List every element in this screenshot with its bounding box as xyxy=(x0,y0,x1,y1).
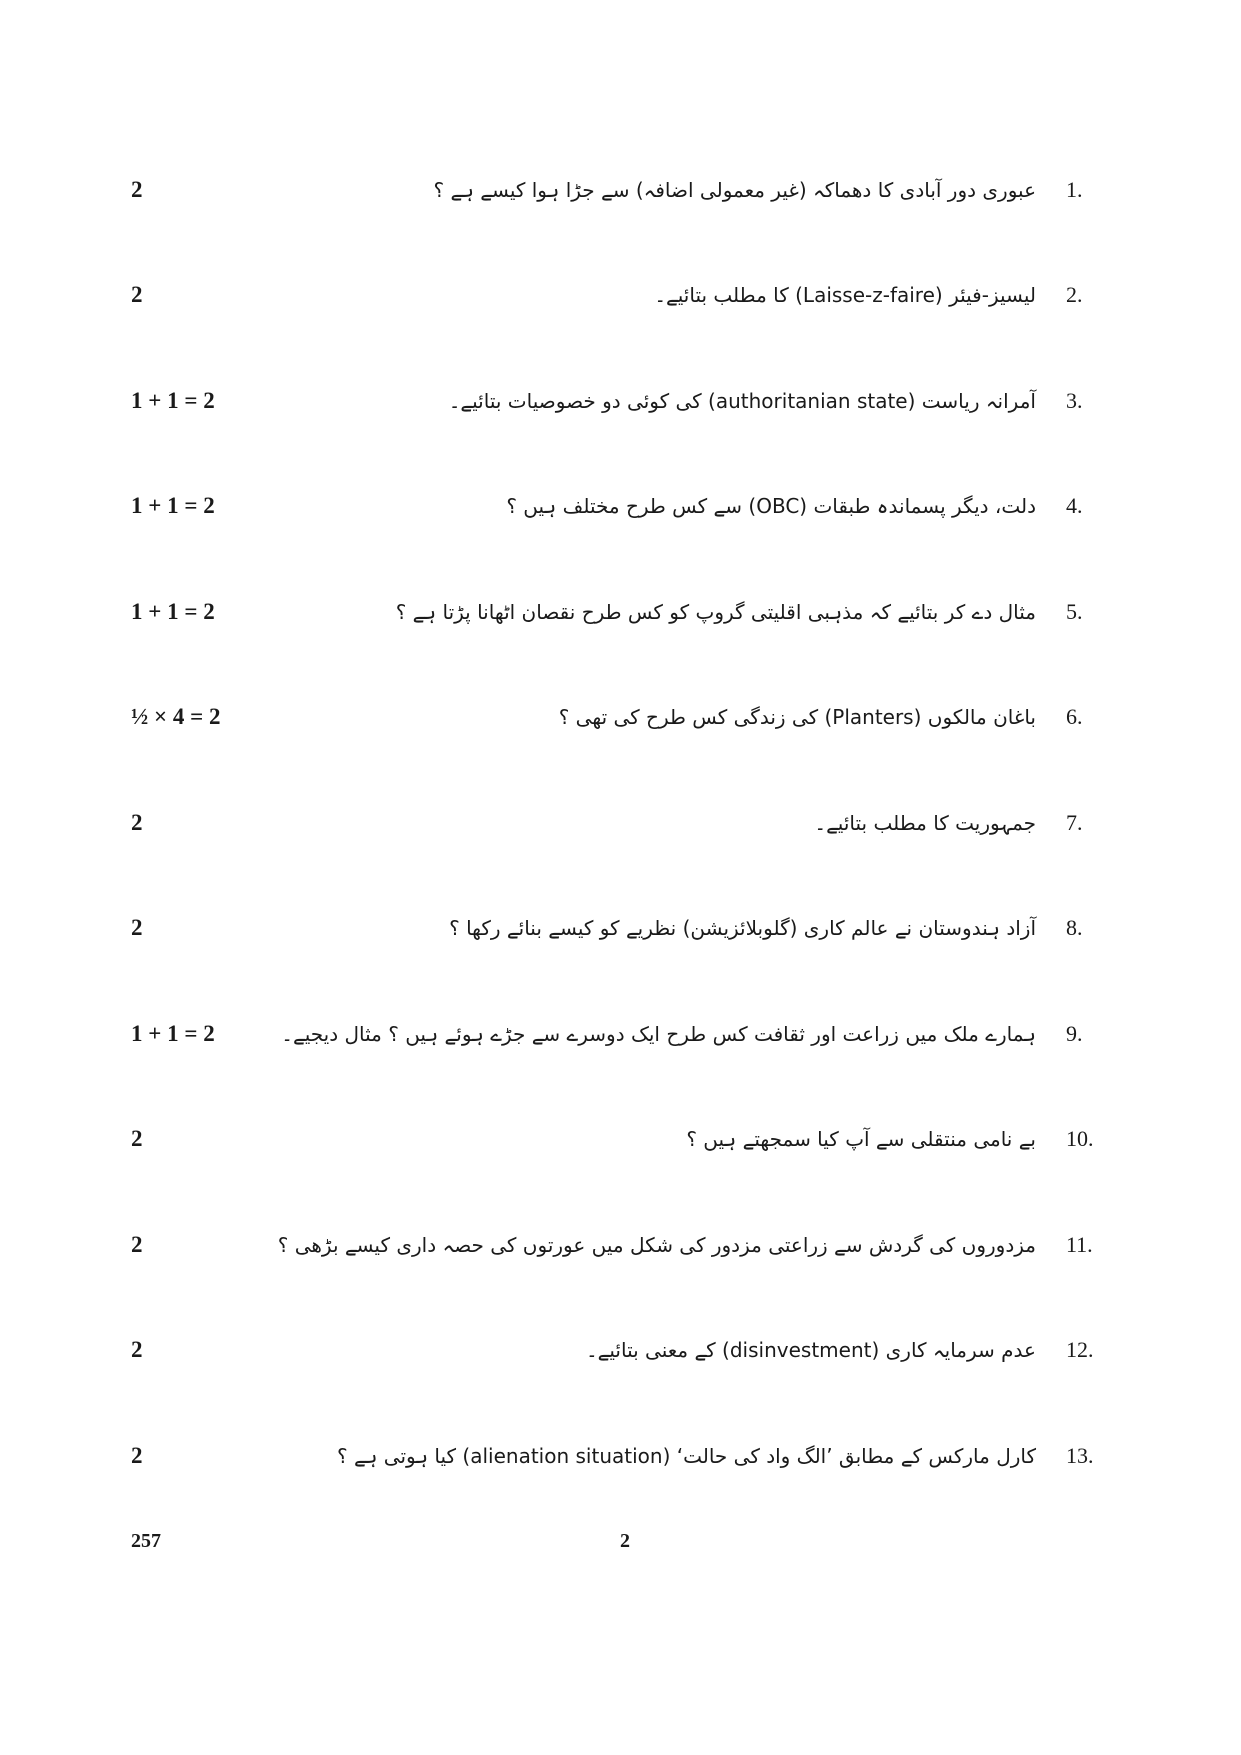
question-text: مزدوروں کی گردش سے زراعتی مزدور کی شکل میں عورتوں کی حصہ داری کیسے بڑھی ؟ xyxy=(277,1233,1036,1257)
question-text: جمہوریت کا مطلب بتائیے۔ xyxy=(814,811,1036,835)
question-number: 8. xyxy=(1066,915,1083,940)
question-number: 11. xyxy=(1066,1232,1093,1257)
question-text: عدم سرمایہ کاری (disinvestment) کے معنی بتائیے۔ xyxy=(585,1338,1036,1362)
question-number: 6. xyxy=(1066,704,1083,729)
question-text: دلت، دیگر پسماندہ طبقات (OBC) سے کس طرح مختلف ہیں ؟ xyxy=(506,494,1036,518)
question-row xyxy=(0,476,1241,536)
question-marks: 2 xyxy=(131,1126,143,1151)
question-number: 13. xyxy=(1066,1443,1094,1468)
question-row xyxy=(0,1004,1241,1064)
question-text: ہمارے ملک میں زراعت اور ثقافت کس طرح ایک دوسرے سے جڑے ہوئے ہیں ؟ مثال دیجیے۔ xyxy=(281,1022,1036,1046)
question-text: لیسیز-فیئر (Laisse-z-faire) کا مطلب بتائیے۔ xyxy=(654,283,1036,307)
question-text: آزاد ہندوستان نے عالم کاری (گلوبلائزیشن) نظریے کو کیسے بنائے رکھا ؟ xyxy=(449,916,1036,940)
question-number: 10. xyxy=(1066,1126,1094,1151)
question-row xyxy=(0,160,1241,220)
question-row xyxy=(0,1215,1241,1275)
question-marks: 2 xyxy=(131,1443,143,1468)
question-marks: 2 xyxy=(131,1232,143,1257)
question-marks: 1 + 1 = 2 xyxy=(131,599,215,624)
question-text: باغان مالکوں (Planters) کی زندگی کس طرح کی تھی ؟ xyxy=(558,705,1036,729)
question-text: مثال دے کر بتائیے کہ مذہبی اقلیتی گروپ کو کس طرح نقصان اٹھانا پڑتا ہے ؟ xyxy=(395,600,1036,624)
question-number: 7. xyxy=(1066,810,1083,835)
question-row xyxy=(0,265,1241,325)
question-row xyxy=(0,371,1241,431)
question-row xyxy=(0,687,1241,747)
question-number: 9. xyxy=(1066,1021,1083,1046)
question-marks: ½ × 4 = 2 xyxy=(131,704,221,729)
question-row xyxy=(0,1109,1241,1169)
question-text: کارل مارکس کے مطابق ’الگ واد کی حالت‘ (alienation situation) کیا ہوتی ہے ؟ xyxy=(337,1444,1036,1468)
question-row xyxy=(0,1320,1241,1380)
question-row xyxy=(0,898,1241,958)
question-row xyxy=(0,793,1241,853)
question-row xyxy=(0,1426,1241,1486)
question-marks: 1 + 1 = 2 xyxy=(131,388,215,413)
question-marks: 2 xyxy=(131,177,143,202)
question-number: 2. xyxy=(1066,282,1083,307)
question-text: بے نامی منتقلی سے آپ کیا سمجھتے ہیں ؟ xyxy=(686,1127,1036,1151)
question-row xyxy=(0,582,1241,642)
question-marks: 2 xyxy=(131,1337,143,1362)
question-marks: 1 + 1 = 2 xyxy=(131,1021,215,1046)
question-number: 12. xyxy=(1066,1337,1094,1362)
question-text: آمرانہ ریاست (authoritanian state) کی کوئی دو خصوصیات بتائیے۔ xyxy=(448,389,1036,413)
question-text: عبوری دور آبادی کا دھماکہ (غیر معمولی اضافہ) سے جڑا ہوا کیسے ہے ؟ xyxy=(433,178,1036,202)
question-number: 3. xyxy=(1066,388,1083,413)
question-number: 1. xyxy=(1066,177,1083,202)
page-number: 2 xyxy=(620,1530,630,1552)
question-number: 4. xyxy=(1066,493,1083,518)
question-number: 5. xyxy=(1066,599,1083,624)
question-marks: 2 xyxy=(131,915,143,940)
question-marks: 1 + 1 = 2 xyxy=(131,493,215,518)
question-marks: 2 xyxy=(131,810,143,835)
paper-code: 257 xyxy=(131,1530,161,1552)
question-marks: 2 xyxy=(131,282,143,307)
